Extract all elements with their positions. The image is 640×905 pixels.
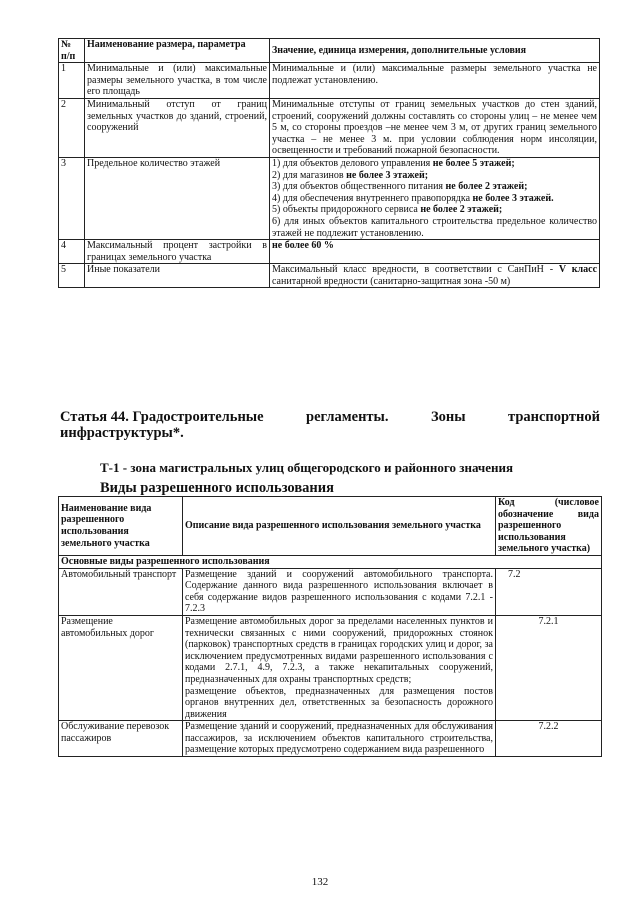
table-header-row <box>59 497 602 556</box>
floor-item: 6) для иных объектов капитального строительства предельное количество этажей не подлежит установлению. <box>272 215 597 239</box>
permitted-use-table <box>58 496 602 757</box>
header-name: Наименование размера, параметра <box>85 39 270 63</box>
table-row <box>59 240 600 264</box>
permitted-use-title: Виды разрешенного использования <box>100 480 334 496</box>
section-row <box>59 555 602 568</box>
table-row <box>59 98 600 157</box>
row-value: Минимальные отступы от границ земельных участков до стен зданий, строений, сооружений должны составлять со стороны улиц – не менее чем 5 м, со стороны проездов –не менее чем 3 м, от других границ земельного участка – не менее 3 м. при условии соблюдения норм инсоляции, освещенности и требований пожарной безопасности. <box>270 98 600 157</box>
parameters-table <box>58 38 600 288</box>
floor-item: 2) для магазинов не более 3 этажей; <box>272 169 429 181</box>
use-name: Размещение автомобильных дорог <box>59 615 183 720</box>
row-name: Иные показатели <box>85 264 270 288</box>
table-header-row <box>59 39 600 63</box>
table-row <box>59 721 602 757</box>
floor-item: 5) объекты придорожного сервиса не более 2 этажей; <box>272 204 503 216</box>
row-num: 1 <box>59 63 85 99</box>
section-title: Основные виды разрешенного использования <box>59 555 602 568</box>
use-code: 7.2.1 <box>496 615 602 720</box>
table-row <box>59 615 602 720</box>
row-num: 2 <box>59 98 85 157</box>
use-desc: Размещение зданий и сооружений автомобильного транспорта. Содержание данного вида разрешенного использования включает в себя содержание видов разрешенного использования с кодами 7.2.1 - 7.2.3 <box>183 568 496 615</box>
table-row <box>59 568 602 615</box>
floor-item: 4) для обеспечения внутреннего правопорядка не более 3 этажей. <box>272 192 554 204</box>
floor-item: 3) для объектов общественного питания не более 2 этажей; <box>272 181 528 193</box>
row-value: не более 60 % <box>270 240 600 264</box>
use-code: 7.2.2 <box>496 721 602 757</box>
header-name: Наименование вида разрешенного использования земельного участка <box>59 497 183 556</box>
header-desc: Описание вида разрешенного использования земельного участка <box>183 497 496 556</box>
row-name: Предельное количество этажей <box>85 157 270 239</box>
page-number: 132 <box>311 876 329 888</box>
row-num: 4 <box>59 240 85 264</box>
row-name: Минимальный отступ от границ земельных участков до зданий, строений, сооружений <box>85 98 270 157</box>
table-row <box>59 157 600 239</box>
row-name: Минимальные и (или) максимальные размеры земельного участка, в том числе его площадь <box>85 63 270 99</box>
use-desc: Размещение зданий и сооружений, предназначенных для обслуживания пассажиров, за исключением объектов капитального строительства, размещение которых предусмотрено содержанием вида разрешенного <box>183 721 496 757</box>
header-code: Код (числовое обозначение вида разрешенного использования земельного участка) <box>496 497 602 556</box>
header-num: № п/п <box>59 39 85 63</box>
table-row <box>59 264 600 288</box>
use-name: Автомобильный транспорт <box>59 568 183 615</box>
floor-item: 1) для объектов делового управления не более 5 этажей; <box>272 157 515 169</box>
article-heading: Статья 44. Градостроительные регламенты. Зоны транспортной инфраструктуры*. <box>60 409 600 441</box>
header-value: Значение, единица измерения, дополнительные условия <box>270 39 600 63</box>
table-row <box>59 63 600 99</box>
row-num: 5 <box>59 264 85 288</box>
row-value: Минимальные и (или) максимальные размеры земельного участка не подлежат установлению. <box>270 63 600 99</box>
row-value <box>270 157 600 239</box>
row-value: Максимальный класс вредности, в соответствии с СанПиН - V класс санитарной вредности (санитарно-защитная зона -50 м) <box>270 264 600 288</box>
use-desc: Размещение автомобильных дорог за пределами населенных пунктов и технически связанных с ними сооружений, придорожных стоянок (парковок) транспортных средств в границах городских улиц и дорог, за исключением предусмотренных видами разрешенного использования с кодами 2.7.1, 4.9, 7.2.3, а также некапитальных сооружений, предназначенных для охраны транспортных средств; размещение объектов, предназначенных для размещения постов органов внутренних дел, ответственных за безопасность дорожного движения <box>183 615 496 720</box>
use-name: Обслуживание перевозок пассажиров <box>59 721 183 757</box>
row-name: Максимальный процент застройки в границах земельного участка <box>85 240 270 264</box>
use-code: 7.2 <box>496 568 602 615</box>
row-num: 3 <box>59 157 85 239</box>
zone-title: Т-1 - зона магистральных улиц общегородского и районного значения <box>100 460 514 475</box>
